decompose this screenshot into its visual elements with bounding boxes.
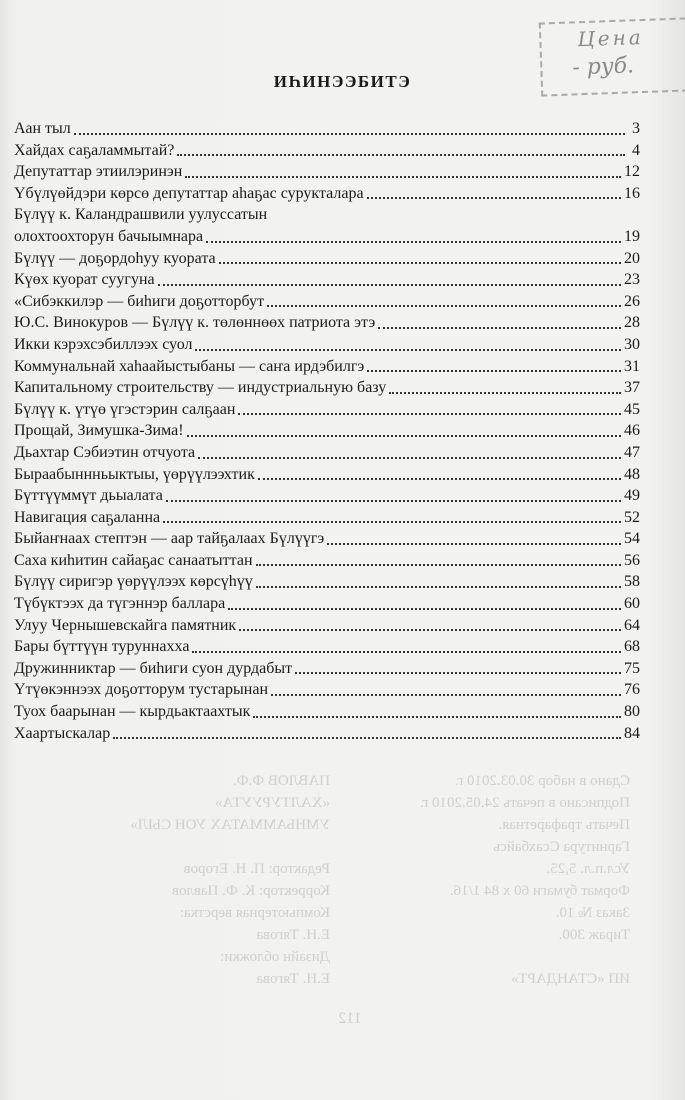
toc-entry-title: Бүлүү сиригэр үөрүүлээх көрсүһүү [14,573,253,591]
toc-entry [14,312,640,334]
imprint-line: Усл.п.л. 5,25. [546,861,630,877]
toc-entry-page: 16 [624,184,640,202]
imprint-line: ИП «СТАНДАРТ» [511,971,630,987]
imprint-line: Е.Н. Тягова [256,927,330,943]
imprint-line: Компьютерная верстка: [179,905,330,921]
toc-entry-page: 45 [624,400,640,418]
toc-entry [14,291,640,313]
toc-entry-title: Түбүктээх да түгэннэр баллара [14,595,226,613]
toc-entry-page: 12 [624,163,640,181]
toc-entry-page: 23 [624,271,640,289]
toc-entry-title: «Сибэккилэр — биһиги доҕотторбут [14,292,265,310]
toc-entry [14,183,640,205]
toc-entry [14,701,640,723]
toc-leader-dots [206,241,621,243]
imprint-line: Тираж 300. [558,927,630,943]
imprint-line: Дизайн обложки: [220,949,330,965]
toc-entry-page: 58 [624,573,640,591]
table-of-contents [14,118,640,744]
toc-entry-title: Бары бүттүүн туруннахха [14,638,190,656]
toc-entry [14,550,640,572]
toc-leader-dots [163,521,621,523]
imprint-line: УМНЬАММАТАХ УОН СЫЛ» [130,817,330,833]
toc-leader-dots [256,586,621,588]
toc-entry-page: 28 [624,314,640,332]
toc-entry-page: 47 [624,443,640,461]
toc-leader-dots [166,500,621,502]
imprint-line [420,946,630,968]
toc-entry [14,399,640,421]
toc-entry [14,636,640,658]
toc-leader-dots [367,197,621,199]
toc-entry [14,377,640,399]
toc-leader-dots [378,327,621,329]
imprint-column-2 [130,770,330,990]
toc-entry-title: Саха киһитин сайаҕас санаатыттан [14,551,253,569]
toc-entry [14,118,640,140]
toc-entry-title: Дьахтар Сэбиэтин отчуота [14,443,196,461]
toc-entry-page: 84 [624,724,640,742]
imprint-line: Заказ № 10. [555,905,630,921]
stamp-line-2: - руб. [571,53,635,81]
toc-entry [14,269,640,291]
toc-entry-title: Туох баарынан — кырдьактаахтык [14,703,251,721]
imprint-line: Редактор: П. Н. Егоров [183,861,330,877]
toc-leader-dots [367,370,621,372]
imprint-line: Корректор: К. Ф. Павлов [171,883,330,899]
toc-entry-title: Бүлүү к. үтүө үгэстэрин салҕаан [14,400,236,418]
toc-leader-dots [256,564,621,566]
toc-entry-title: Хаартыскалар [14,724,111,742]
toc-entry-title: олохтоохторун бачыымнара [14,227,204,245]
toc-leader-dots [219,262,621,264]
imprint-line: Сдано в набор 30.03.2010 г. [455,773,630,789]
toc-entry [14,334,640,356]
toc-entry-title: Үтүөкэннээх доҕотторум тустарынан [14,681,269,699]
page-title: ИҺИНЭЭБИТЭ [273,72,412,91]
toc-entry [14,161,640,183]
toc-entry-page: 19 [624,227,640,245]
toc-entry-page: 37 [624,379,640,397]
toc-entry-page: 4 [632,141,640,159]
toc-entry-title: Депутаттар этиилэринэн [14,163,183,181]
toc-entry [14,658,640,680]
toc-entry [14,507,640,529]
toc-entry [14,593,640,615]
toc-leader-dots [238,413,621,415]
toc-entry-title: Улуу Чернышевскайга памятник [14,616,237,634]
toc-entry-page: 64 [624,616,640,634]
toc-entry [14,679,640,701]
toc-leader-dots [113,737,621,739]
toc-leader-dots [271,694,621,696]
toc-leader-dots [198,457,621,459]
toc-entry-title: Бүттүүммүт дьыалата [14,487,163,505]
toc-entry-page: 60 [624,595,640,613]
toc-entry-page: 49 [624,487,640,505]
imprint-line: Подписано в печать 24.05.2010 г. [420,795,630,811]
imprint-line: Печать трафаретная. [498,817,630,833]
toc-leader-dots [192,651,621,653]
toc-entry [14,615,640,637]
toc-entry [14,528,640,550]
toc-leader-dots [389,392,621,394]
toc-entry [14,442,640,464]
imprint-page-number: 112 [338,1010,362,1027]
imprint-column-1 [420,770,630,990]
toc-entry-page: 20 [624,249,640,267]
imprint-line [130,836,330,858]
imprint-line: Гарнитура Ссахбайсь [493,839,630,855]
toc-entry-title: Навигация саҕаланна [14,508,161,526]
toc-entry-page: 31 [624,357,640,375]
toc-leader-dots [195,349,621,351]
toc-leader-dots [158,284,621,286]
toc-entry-title: Быраабыннньыктыы, үөрүүлээхтик [14,465,255,483]
toc-leader-dots [258,478,621,480]
toc-entry-title: Хайдах саҕаламмытай? [14,141,175,159]
toc-entry-page: 26 [624,292,640,310]
toc-entry-title: Коммунальнай хаһаайыстыбаны — саҥа ирдэбилгэ [14,357,365,375]
toc-entry [14,723,640,745]
toc-entry-title: Капитальному строительству — индустриальную базу [14,379,387,397]
toc-entry-title: Икки кэрэхсэбиллээх суол [14,335,193,353]
imprint-line: «ХАЛТУРУУТА» [214,795,330,811]
imprint-line: Е.Н. Тягова [256,971,330,987]
toc-entry-title: Быйаҥнаах стептэн — аар тайҕалаах Бүлүүгэ [14,530,325,548]
toc-entry [14,485,640,507]
toc-leader-dots [228,608,621,610]
toc-leader-dots [239,629,621,631]
toc-leader-dots [267,305,621,307]
imprint-line: Формат бумаги 60 х 84 1/16. [449,883,630,899]
toc-leader-dots [295,672,621,674]
toc-entry-title: Ю.С. Винокуров — Бүлүү к. төлөннөөх патриота этэ [14,314,376,332]
toc-leader-dots [177,154,625,156]
toc-entry-title: Аан тыл [14,120,71,137]
toc-entry-page: 46 [624,422,640,440]
toc-leader-dots [327,543,621,545]
toc-entry-title: Дружинниктар — биһиги суон дурдабыт [14,659,293,677]
toc-entry [14,571,640,593]
toc-entry-title: Бүлүү к. Каландрашвили уулуссатын [14,206,268,224]
stamp-line-1: Цена [576,24,645,52]
toc-entry-page: 56 [624,551,640,569]
toc-entry-page: 80 [624,703,640,721]
toc-leader-dots [187,435,621,437]
toc-entry-page: 3 [632,120,640,137]
toc-entry-title: Күөх куорат суугуна [14,271,155,289]
show-through-imprint [70,770,630,1030]
toc-leader-dots [185,176,621,178]
toc-leader-dots [74,133,625,135]
toc-entry-title: Үбүлүөйдэри көрсө депутаттар аһаҕас сурукталара [14,184,364,202]
toc-leader-dots [253,716,621,718]
toc-entry-page: 54 [624,530,640,548]
toc-entry-title: Бүлүү — доҕордоһуу куората [14,249,216,267]
toc-entry-title: Прощай, Зимушка-Зима! [14,422,184,440]
toc-entry [14,464,640,486]
toc-entry-page: 48 [624,465,640,483]
toc-entry-page: 75 [624,659,640,677]
toc-entry [14,248,640,270]
toc-entry-page: 30 [624,335,640,353]
toc-entry [14,420,640,442]
toc-entry [14,226,640,248]
toc-entry-page: 52 [624,508,640,526]
toc-entry [14,140,640,162]
imprint-line: ПАВЛОВ Ф.Ф. [232,773,330,789]
toc-entry [14,356,640,378]
toc-entry-page: 76 [624,681,640,699]
toc-entry [14,204,640,226]
toc-entry-page: 68 [624,638,640,656]
